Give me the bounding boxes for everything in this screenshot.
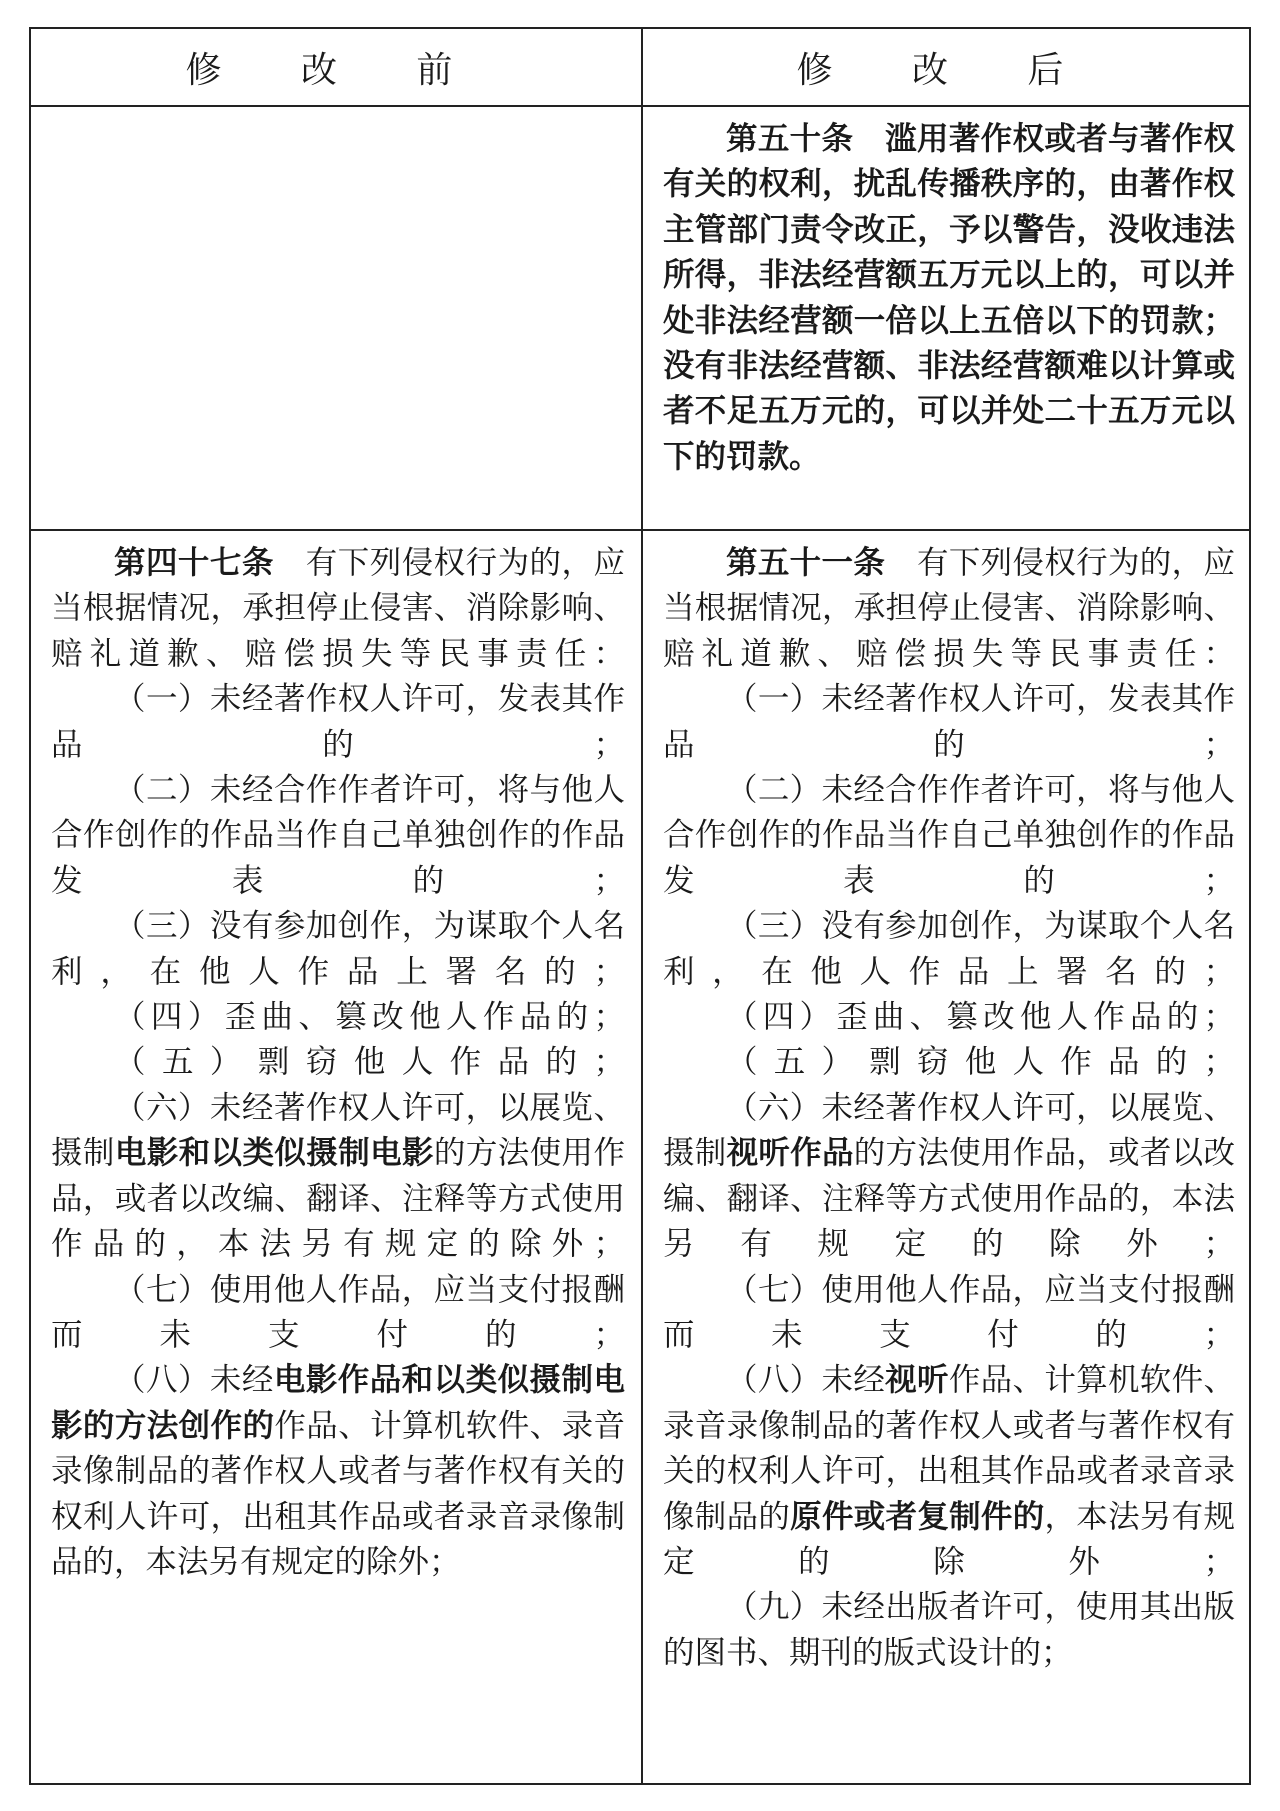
row2-before-cell <box>31 541 641 1585</box>
header-divider <box>31 105 1249 107</box>
after-item-6: （六）未经著作权人许可，以展览、摄制视听作品的方法使用作品，或者以改编、翻译、注释等方式使用作品的，本法另有规定的除外； <box>663 1089 1235 1263</box>
after-item-9: （九）未经出版者许可，使用其出版的图书、期刊的版式设计的； <box>663 1589 1235 1671</box>
header-before: 修 改 前 <box>185 49 487 91</box>
article-51-intro: 第五十一条 有下列侵权行为的，应当根据情况，承担停止侵害、消除影响、赔礼道歉、赔偿损失等民事责任： <box>663 545 1235 672</box>
before-item-2: （二）未经合作作者许可，将与他人合作创作的作品当作自己单独创作的作品发表的； <box>51 772 625 899</box>
row2-after-cell <box>643 541 1251 1676</box>
after-item-8: （八）未经视听作品、计算机软件、录音录像制品的著作权人或者与著作权有关的权利人许可，出租其作品或者录音录像制品的原件或者复制件的，本法另有规定的除外； <box>663 1362 1235 1580</box>
article-47-intro: 第四十七条 有下列侵权行为的，应当根据情况，承担停止侵害、消除影响、赔礼道歉、赔偿损失等民事责任： <box>51 545 625 672</box>
header-after: 修 改 后 <box>796 49 1098 91</box>
after-item-2: （二）未经合作作者许可，将与他人合作创作的作品当作自己单独创作的作品发表的； <box>663 772 1235 899</box>
article-50-text: 第五十条 滥用著作权或者与著作权有关的权利，扰乱传播秩序的，由著作权主管部门责令改正，予以警告，没收违法所得，非法经营额五万元以上的，可以并处非法经营额一倍以上五倍以下的罚款；没有非法经营额、非法经营额难以计算或者不足五万元的，可以并处二十五万元以下的罚款。 <box>663 121 1235 475</box>
before-item-4: （四）歪曲、篡改他人作品的； <box>114 999 625 1036</box>
after-item-5: （五）剽窃他人作品的； <box>726 1044 1235 1081</box>
before-item-1: （一）未经著作权人许可，发表其作品的； <box>51 681 625 763</box>
before-item-6: （六）未经著作权人许可，以展览、摄制电影和以类似摄制电影的方法使用作品，或者以改编、翻译、注释等方式使用作品的，本法另有规定的除外； <box>51 1089 625 1263</box>
row1-after-cell <box>643 117 1251 480</box>
after-item-1: （一）未经著作权人许可，发表其作品的； <box>663 681 1235 763</box>
before-item-3: （三）没有参加创作，为谋取个人名利，在他人作品上署名的； <box>51 908 625 990</box>
before-item-5: （五）剽窃他人作品的； <box>114 1044 625 1081</box>
after-item-4: （四）歪曲、篡改他人作品的； <box>726 999 1235 1036</box>
after-item-7: （七）使用他人作品，应当支付报酬而未支付的； <box>663 1271 1235 1353</box>
row-divider <box>31 529 1249 531</box>
before-item-7: （七）使用他人作品，应当支付报酬而未支付的； <box>51 1271 625 1353</box>
after-item-3: （三）没有参加创作，为谋取个人名利，在他人作品上署名的； <box>663 908 1235 990</box>
comparison-table <box>29 27 1251 1785</box>
article-51-title: 第五十一条 <box>726 545 886 581</box>
before-item-8: （八）未经电影作品和以类似摄制电影的方法创作的作品、计算机软件、录音录像制品的著作权人或者与著作权有关的权利人许可，出租其作品或者录音录像制品的，本法另有规定的除外； <box>51 1362 625 1580</box>
article-47-title: 第四十七条 <box>114 545 274 581</box>
